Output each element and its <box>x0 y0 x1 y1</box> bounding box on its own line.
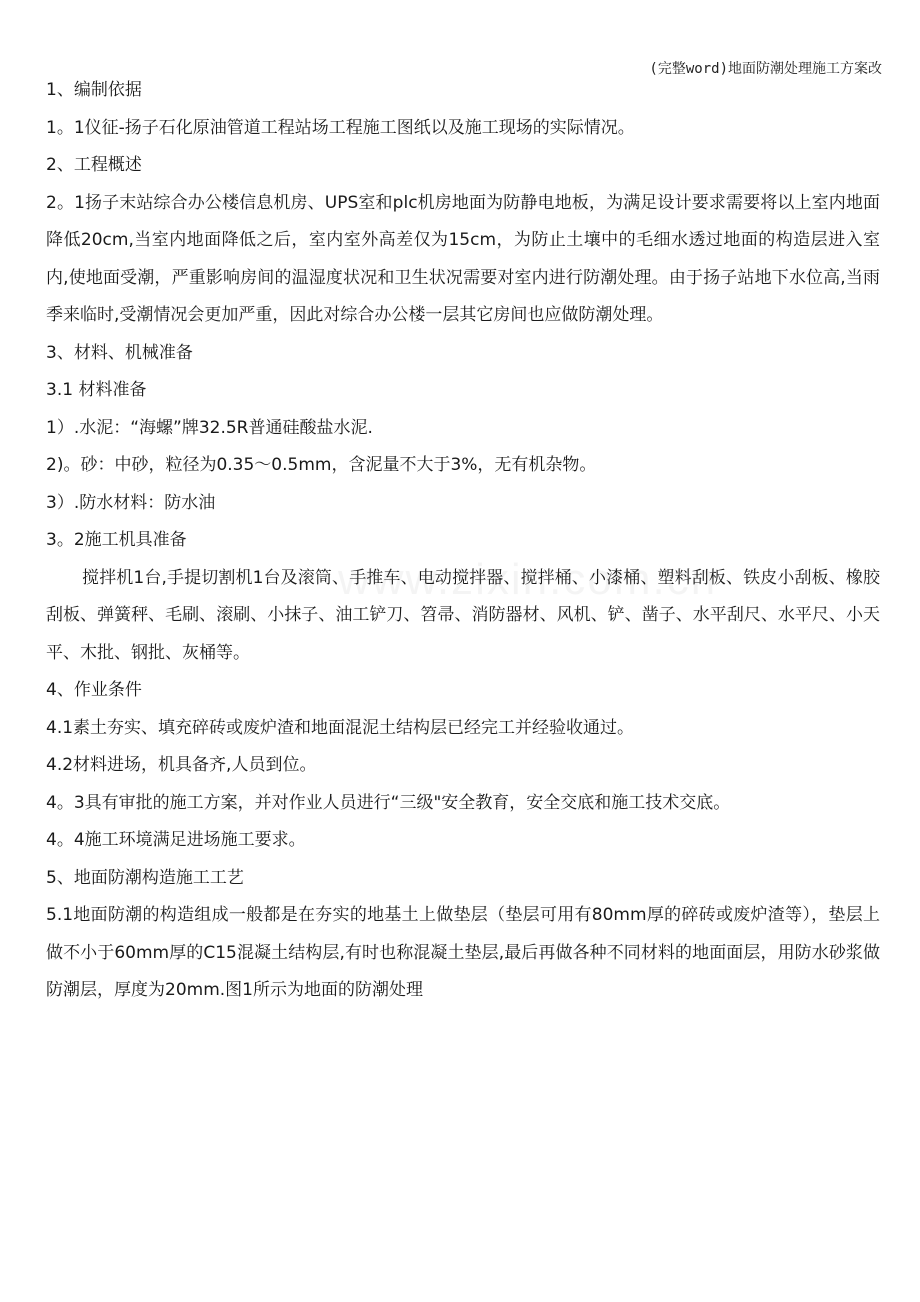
heading-5: 5、地面防潮构造施工工艺 <box>46 867 244 888</box>
paragraph-4-1: 4.1素土夯实、填充碎砖或废炉渣和地面混泥土结构层已经完工并经验收通过。 <box>46 717 635 738</box>
heading-3: 3、材料、机械准备 <box>46 342 193 363</box>
paragraph-4-3: 4。3具有审批的施工方案，并对作业人员进行“三级"安全教育，安全交底和施工技术交底。 <box>46 792 731 813</box>
paragraph-4-4: 4。4施工环境满足进场施工要求。 <box>46 830 306 850</box>
heading-2: 2、工程概述 <box>46 155 142 175</box>
subheading-3-1: 3.1 材料准备 <box>46 380 147 400</box>
paragraph-1-1: 1。1仪征-扬子石化原油管道工程站场工程施工图纸以及施工现场的实际情况。 <box>46 117 635 138</box>
list-item-waterproof: 3）.防水材料：防水油 <box>46 492 216 513</box>
list-item-sand: 2)。砂：中砂，粒径为0.35～0.5mm，含泥量不大于3%，无有机杂物。 <box>46 455 597 475</box>
paragraph-4-2: 4.2材料进场，机具备齐,人员到位。 <box>46 755 317 775</box>
document-body <box>46 72 880 1010</box>
heading-1: 1、编制依据 <box>46 80 142 100</box>
paragraph-2-1: 2。1扬子末站综合办公楼信息机房、UPS室和plc机房地面为防静电地板，为满足设计要求需要将以上室内地面降低20cm,当室内地面降低之后，室内室外高差仅为15cm，为防止土壤中的毛细水透过地面的构造层进入室内,使地面受潮，严重影响房间的温湿度状况和卫生状况需要对室内进行防潮处理。由于扬子站地下水位高,当雨季来临时,受潮情况会更加严重，因此对综合办公楼一层其它房间也应做防潮处理。 <box>46 192 880 325</box>
list-item-cement: 1）.水泥：“海螺”牌32.5R普通硅酸盐水泥. <box>46 417 373 438</box>
subheading-3-2: 3。2施工机具准备 <box>46 530 187 550</box>
heading-4: 4、作业条件 <box>46 680 142 700</box>
paragraph-5-1: 5.1地面防潮的构造组成一般都是在夯实的地基土上做垫层（垫层可用有80mm厚的碎砖或废炉渣等），垫层上做不小于60mm厚的C15混凝土结构层,有时也称混凝土垫层,最后再做各种不同材料的地面面层，用防水砂浆做防潮层，厚度为20mm.图1所示为地面的防潮处理 <box>46 905 880 1000</box>
document-header: (完整word)地面防潮处理施工方案改 <box>649 61 882 77</box>
paragraph-tools: 搅拌机1台,手提切割机1台及滚筒、手推车、电动搅拌器、搅拌桶、小漆桶、塑料刮板、铁皮小刮板、橡胶刮板、弹簧秤、毛刷、滚刷、小抹子、油工铲刀、笤帚、消防器材、风机、铲、凿子、水平刮尺、水平尺、小天平、木批、钢批、灰桶等。 <box>46 567 880 663</box>
